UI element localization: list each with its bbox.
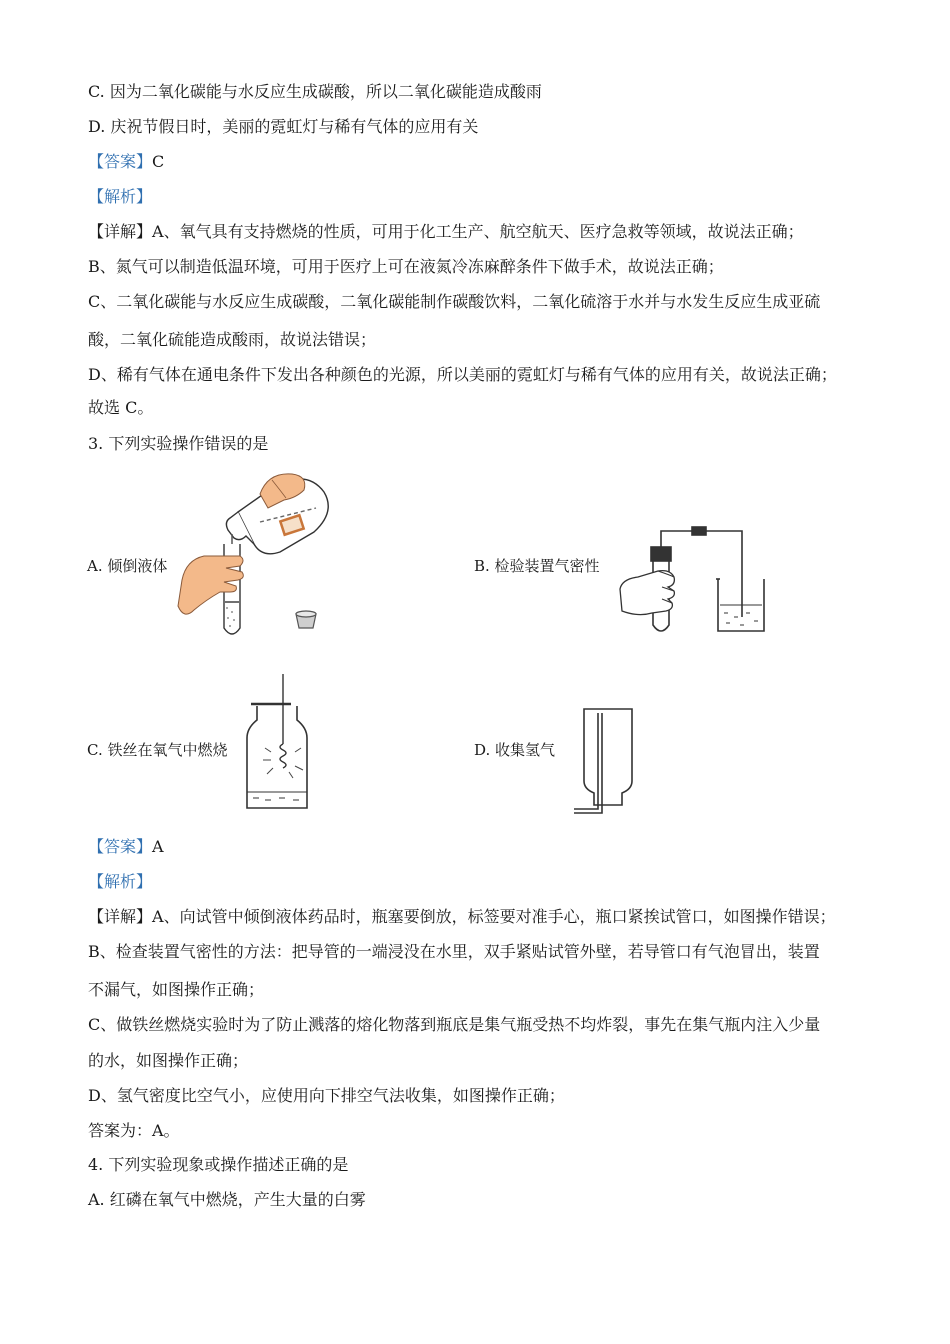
detail-tag: 【详解】	[88, 907, 153, 926]
delivery-tube	[661, 531, 742, 617]
q2-conclusion: 故选 C。	[88, 398, 154, 417]
q3-analysis-tag: 【解析】	[88, 872, 153, 891]
q3-option-c-label: C. 铁丝在氧气中燃烧	[87, 741, 228, 759]
q4-option-a: A. 红磷在氧气中燃烧，产生大量的白雾	[88, 1190, 366, 1209]
q2-detail-a: 【详解】A、氧气具有支持燃烧的性质，可用于化工生产、航空航天、医疗急救等领域，故说法正确；	[88, 222, 804, 241]
q3-detail-b-1: B、检查装置气密性的方法：把导管的一端浸没在水里，双手紧贴试管外壁，若导管口有气泡冒出，装置	[88, 942, 820, 961]
q3-detail-c-1: C、做铁丝燃烧实验时为了防止溅落的熔化物落到瓶底是集气瓶受热不均炸裂，事先在集气瓶内注入少量	[88, 1015, 821, 1034]
q3-answer	[88, 837, 164, 857]
hand	[620, 571, 674, 615]
q3-conclusion: 答案为：A。	[88, 1121, 180, 1140]
figure-collecting-hydrogen	[570, 705, 640, 815]
q3-detail-b-2: 不漏气，如图操作正确；	[88, 980, 265, 999]
answer-value: C	[152, 152, 165, 171]
q3-detail-c-2: 的水，如图操作正确；	[88, 1051, 249, 1070]
q3-option-a-label: A. 倾倒液体	[87, 557, 168, 575]
q2-detail-d: D、稀有气体在通电条件下发出各种颜色的光源，所以美丽的霓虹灯与稀有气体的应用有关，故说法正确；	[88, 365, 837, 384]
gas-collection-bottle	[247, 706, 307, 808]
figure-pouring-liquid	[176, 460, 336, 645]
rubber-stopper	[651, 547, 671, 561]
answer-tag: 【答案】	[88, 837, 153, 856]
q3-option-d-label: D. 收集氢气	[474, 741, 556, 759]
figure-iron-wire-burning	[243, 672, 313, 812]
detail-tag: 【详解】	[88, 222, 153, 241]
q3-option-b-label: B. 检验装置气密性	[474, 557, 600, 575]
inverted-bottle	[584, 709, 632, 805]
q2-detail-b: B、氮气可以制造低温环境，可用于医疗上可在液氮冷冻麻醉条件下做手术，故说法正确；	[88, 257, 724, 276]
q3-detail-d: D、氢气密度比空气小，应使用向下排空气法收集，如图操作正确；	[88, 1086, 565, 1105]
q4-stem: 4. 下列实验现象或操作描述正确的是	[88, 1155, 349, 1174]
q2-detail-c-2: 酸，二氧化硫能造成酸雨，故说法错误；	[88, 330, 377, 349]
q3-detail-a: 【详解】A、向试管中倾倒液体药品时，瓶塞要倒放，标签要对准手心，瓶口紧挨试管口，如图操作错误；	[88, 907, 836, 926]
q2-option-d: D. 庆祝节假日时，美丽的霓虹灯与稀有气体的应用有关	[88, 117, 479, 136]
answer-tag: 【答案】	[88, 152, 153, 171]
bottle-stopper	[296, 611, 316, 628]
figure-airtightness-check	[618, 525, 778, 640]
q2-answer	[88, 152, 164, 172]
answer-value: A	[152, 837, 164, 856]
q2-option-c: C. 因为二氧化碳能与水反应生成碳酸，所以二氧化碳能造成酸雨	[88, 82, 542, 101]
q3-stem: 3. 下列实验操作错误的是	[88, 434, 269, 453]
q2-analysis-tag: 【解析】	[88, 187, 153, 206]
q2-detail-c-1: C、二氧化碳能与水反应生成碳酸，二氧化碳能制作碳酸饮料，二氧化硫溶于水并与水发生反应生成亚硫	[88, 292, 821, 311]
